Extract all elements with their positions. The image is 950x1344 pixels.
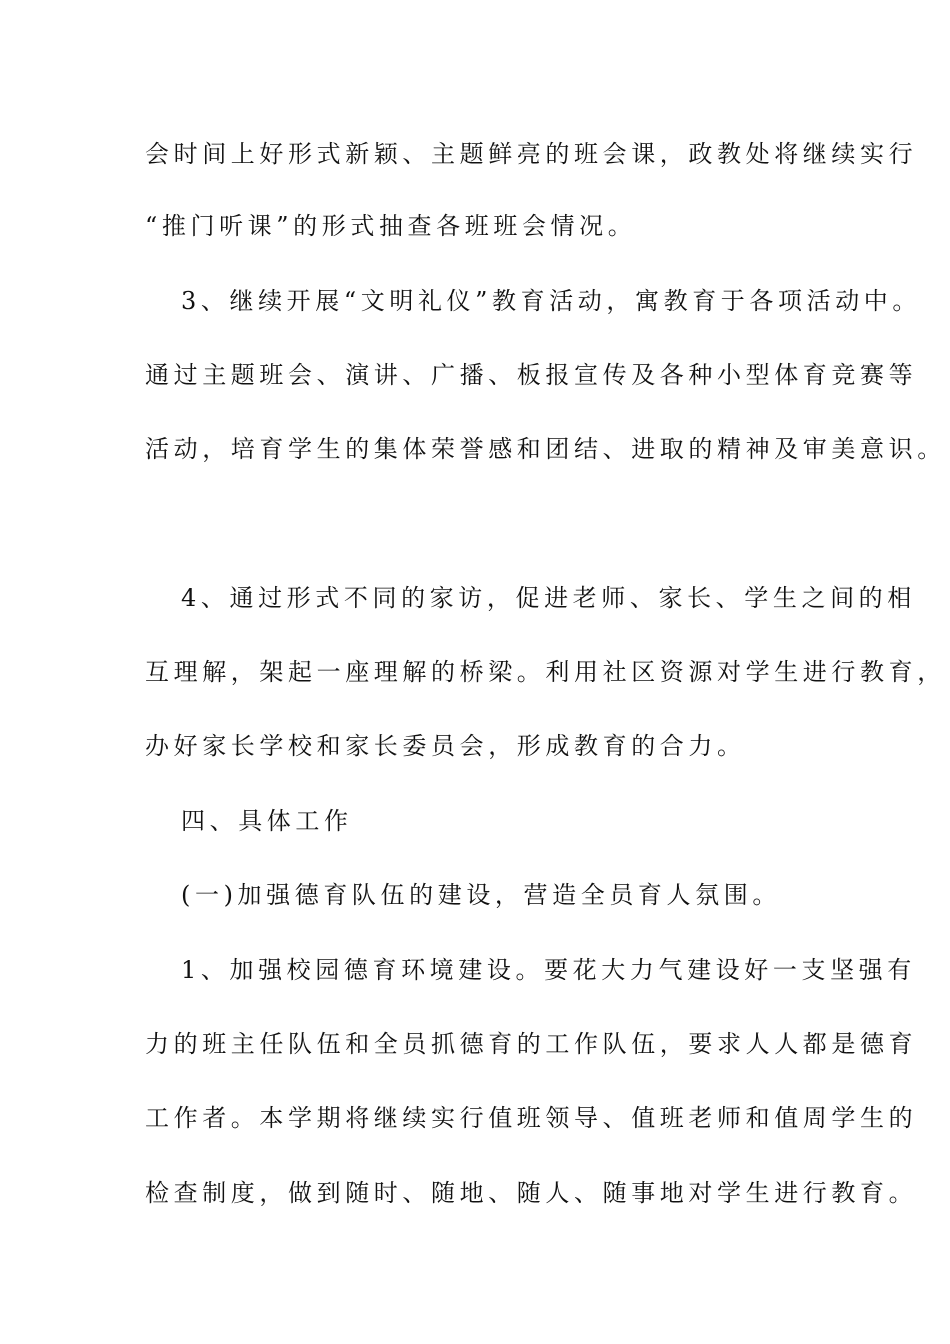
item-1-line: 1、加强校园德育环境建设。要花大力气建设好一支坚强有 (181, 956, 916, 984)
subsection-heading: (一)加强德育队伍的建设，营造全员育人氛围。 (181, 881, 781, 909)
paragraph-line: 工作者。本学期将继续实行值班领导、值班老师和值周学生的 (145, 1104, 918, 1132)
paragraph-line: 会时间上好形式新颖、主题鲜亮的班会课，政教处将继续实行 (145, 140, 918, 168)
item-4-line: 4、通过形式不同的家访，促进老师、家长、学生之间的相 (181, 584, 916, 612)
paragraph-line: 力的班主任队伍和全员抓德育的工作队伍，要求人人都是德育 (145, 1030, 918, 1058)
paragraph-line: 通过主题班会、演讲、广播、板报宣传及各种小型体育竞赛等 (145, 361, 918, 389)
paragraph-line: “推门听课”的形式抽查各班班会情况。 (145, 212, 637, 240)
paragraph-line: 办好家长学校和家长委员会，形成教育的合力。 (145, 732, 746, 760)
section-heading: 四、具体工作 (181, 807, 353, 835)
paragraph-line: 检查制度，做到随时、随地、随人、随事地对学生进行教育。 (145, 1179, 918, 1207)
item-3-line: 3、继续开展“文明礼仪”教育活动，寓教育于各项活动中。 (181, 287, 922, 315)
paragraph-line: 互理解，架起一座理解的桥梁。利用社区资源对学生进行教育， (145, 658, 946, 686)
paragraph-line: 活动，培育学生的集体荣誉感和团结、进取的精神及审美意识。 (145, 435, 946, 463)
